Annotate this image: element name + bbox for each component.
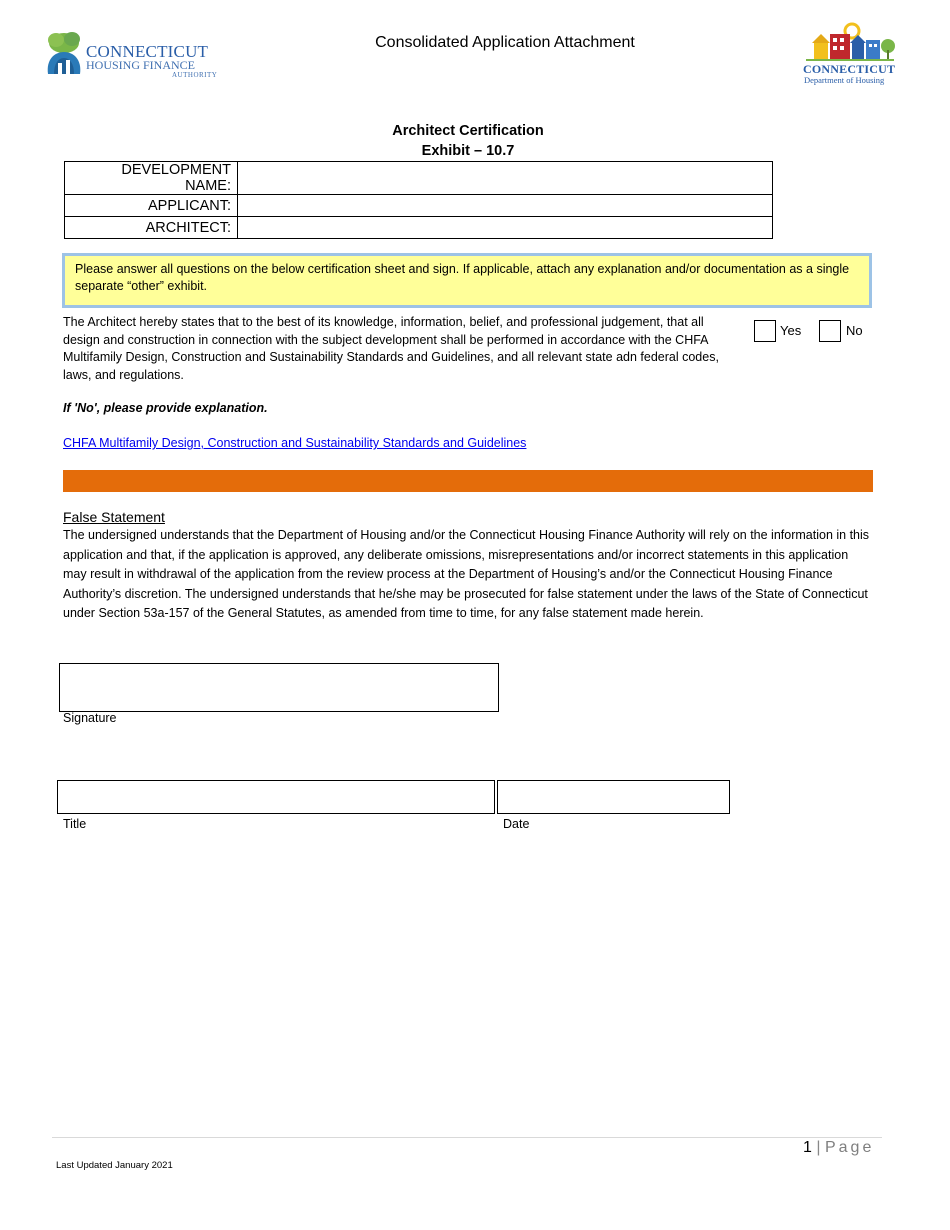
page-number bbox=[803, 1139, 874, 1157]
doh-houses-icon bbox=[802, 22, 898, 62]
architect-label: ARCHITECT: bbox=[65, 217, 238, 239]
applicant-label: APPLICANT: bbox=[65, 195, 238, 217]
false-statement-body: The undersigned understands that the Department of Housing and/or the Connecticut Housing Finance Authority will rely on the information in this application and that, if the application is approved, any deliberate omissions, misrepresentations and/or incorrect statements in this application may result in withdrawal of the application from the review process at the Department of Housing’s and/or the Connecticut Housing Finance Authority’s discretion. The undersigned understands that he/she may be prosecuted for false statement under the laws of the State of Connecticut under Section 53a-157 of the General Statutes, as amended from time to time, for any false statement made herein. bbox=[63, 528, 870, 621]
title-label: Title bbox=[63, 817, 87, 831]
false-statement-heading: False Statement bbox=[63, 509, 165, 525]
footer-divider bbox=[52, 1137, 882, 1138]
table-row bbox=[65, 217, 773, 239]
section-divider-bar bbox=[63, 470, 873, 492]
document-header-title: Consolidated Application Attachment bbox=[375, 34, 635, 51]
project-info-table bbox=[64, 161, 773, 239]
applicant-field[interactable] bbox=[238, 195, 773, 217]
instructions-notice: Please answer all questions on the below certification sheet and sign. If applicable, attach any explanation and/or documentation as a single separate “other” exhibit. bbox=[62, 253, 872, 308]
date-label: Date bbox=[503, 817, 530, 831]
form-title: Architect Certification bbox=[392, 123, 544, 139]
form-title-block bbox=[0, 121, 936, 161]
architect-field[interactable] bbox=[238, 217, 773, 239]
table-row bbox=[65, 195, 773, 217]
date-field[interactable] bbox=[497, 780, 730, 814]
page-number-value: 1 bbox=[803, 1139, 812, 1156]
no-label: No bbox=[846, 323, 863, 338]
yes-label: Yes bbox=[780, 323, 802, 338]
table-row bbox=[65, 162, 773, 195]
page-number-separator: | bbox=[816, 1139, 821, 1156]
chfa-logo-line2: HOUSING FINANCE bbox=[86, 58, 196, 72]
doh-logo bbox=[800, 22, 900, 86]
no-checkbox[interactable] bbox=[819, 320, 841, 342]
chfa-logo-line1: CONNECTICUT bbox=[86, 42, 209, 61]
title-field[interactable] bbox=[57, 780, 495, 814]
development-name-label: DEVELOPMENT NAME: bbox=[65, 162, 238, 195]
exhibit-number: Exhibit – 10.7 bbox=[421, 143, 515, 159]
yes-checkbox[interactable] bbox=[754, 320, 776, 342]
certification-statement: The Architect hereby states that to the best of its knowledge, information, belief, and professional judgement, that all design and construction in connection with the subject development shall be performed in accordance with the CHFA Multifamily Design, Construction and Sustainability Standards and Guidelines, and all relevant state adn federal codes, laws, and regulations. bbox=[63, 315, 719, 382]
doh-logo-line1: CONNECTICUT bbox=[803, 62, 896, 76]
standards-guidelines-link[interactable]: CHFA Multifamily Design, Construction and Sustainability Standards and Guidelines bbox=[63, 436, 527, 450]
doh-logo-line2: Department of Housing bbox=[804, 75, 885, 85]
chfa-logo-line3: AUTHORITY bbox=[172, 71, 218, 79]
if-no-instruction: If 'No', please provide explanation. bbox=[63, 401, 268, 415]
page-word: Page bbox=[824, 1139, 875, 1156]
development-name-field[interactable] bbox=[238, 162, 773, 195]
last-updated: Last Updated January 2021 bbox=[56, 1160, 173, 1171]
signature-field[interactable] bbox=[59, 663, 499, 712]
signature-label: Signature bbox=[63, 711, 117, 725]
